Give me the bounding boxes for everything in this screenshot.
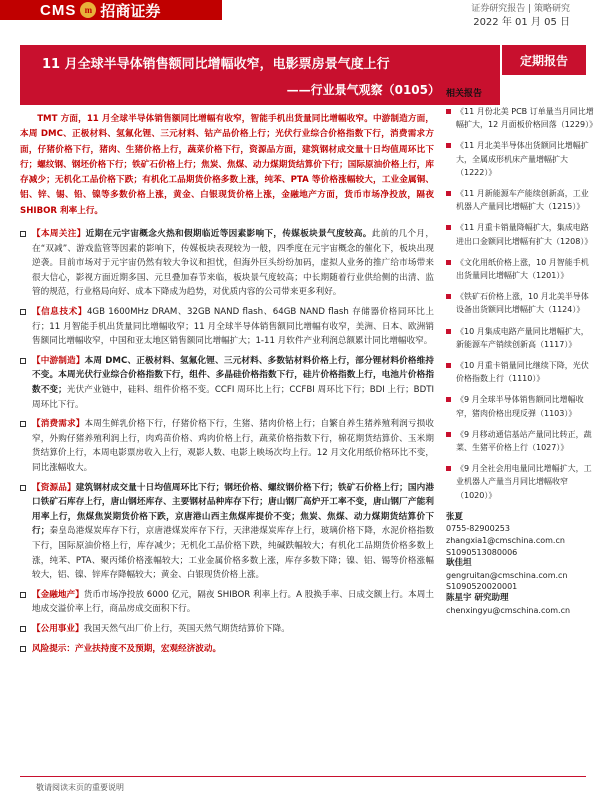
related-report-item[interactable] — [446, 187, 594, 213]
related-report-item[interactable] — [446, 325, 594, 351]
bullet-bold-text: 近期在元宇宙概念火热和假期临近等因素影响下，传媒板块景气度较高。 — [85, 229, 372, 240]
red-square-icon — [446, 225, 451, 230]
related-report-item[interactable] — [446, 393, 594, 419]
related-report-text: 《11 月北美半导体出货额同比增幅扩大，全属成形机床产量增幅扩大（1222）》 — [456, 141, 589, 177]
analyst-name: 张夏 — [446, 511, 464, 522]
bullet-text: 本周生鲜乳价格下行，仔猪价格下行，生猪、猪肉价格上行；自繁自养生猪养殖利润亏损收窄，外购仔猪养殖利润上行，肉鸡苗价格、鸡肉价格上行，蔬菜价格指数下行，棉花期货结算价、玉米期货结算价上行，本周电影票房收入上行，观影人数、电影上映场次均上行。12 月文化用纸价格环比不变，同比涨幅收大。 — [32, 419, 434, 473]
report-type: 证券研究报告 | 策略研究 — [471, 4, 570, 14]
related-report-item[interactable] — [446, 290, 594, 316]
summary-paragraph: TMT 方面，11 月全球半导体销售额同比增幅有收窄，智能手机出货量同比增幅收窄。中游制造方面，本周 DMC、正极材料、氢氟化锂、三元材料、钴产品价格上行；光伏行业综合价格指数下行，消费需求方面，仔猪价格下行，猪肉、生猪价格上行，蔬菜价格下行，资源品方面，建筑钢材成交量十日均值周环比下行；螺纹钢、钢坯价格下行；铁矿石价格上行；焦炭、焦煤、动力煤期货结算价下行；国际原油价格上行，库存减少；无机化工品价格下跌；有机化工品期货价格多数上涨，纯苯、PTA 等价格涨幅较大，工业金属铜、铝、锌、锡、铅、镍等多数价格上涨，黄金、白银现货价格上涨，金融地产方面，货币市场净投放，隔夜 SHIBOR 利率上行。 — [20, 114, 434, 216]
bullet-tag: 【本周关注】 — [32, 229, 86, 240]
logo-cms-text: CMS — [40, 1, 77, 19]
bullet-tag: 【信息技术】 — [32, 307, 87, 318]
related-report-item[interactable] — [446, 139, 594, 179]
analyst-phone: 0755-82900253 — [446, 524, 510, 534]
analyst-email[interactable]: chenxingyu@cmschina.com.cn — [446, 605, 571, 615]
analyst-cert: S1090520020001 — [446, 582, 518, 592]
related-report-text: 《9 月全球半导体销售额同比增幅收窄，猪肉价格出现反弹（1103）》 — [456, 395, 584, 418]
related-reports-title: 相关报告 — [446, 89, 483, 99]
report-category-tag: 定期报告 — [502, 45, 586, 75]
related-report-text: 《10 月集成电路产量同比增幅扩大，新能源车产销续创新高（1117）》 — [456, 326, 589, 349]
red-square-icon — [446, 329, 451, 334]
analyst-name: 陈星宇 研究助理 — [446, 593, 509, 604]
bullet-tag: 【消费需求】 — [32, 419, 85, 430]
bullet-item — [20, 354, 434, 412]
bullet-item — [20, 481, 434, 583]
footer-note: 敬请阅读末页的重要说明 — [36, 783, 124, 792]
bullet-bold-text: 建筑钢材成交量十日均值周环比下行；钢坯价格、螺纹钢价格下行；铁矿石价格上行；国内港口铁矿石库存上行，唐山钢坯库存、主要钢材品种库存下行；唐山钢厂高炉开工率不变，唐山钢厂产能利用率上行，焦煤焦炭期货价格下跌，京唐港山西主焦煤库提价不变；焦炭、焦煤、动力煤期货结算价下行； — [32, 482, 434, 537]
related-report-item[interactable] — [446, 105, 598, 131]
report-title: 11 月全球半导体销售额同比增幅收窄，电影票房景气度上行 — [42, 57, 390, 72]
checkbox-square-icon — [20, 646, 26, 652]
analyst-name: 耿佳坦 — [446, 558, 472, 569]
risk-text: 风险提示：产业扶持度不及预期，宏观经济波动。 — [32, 643, 222, 654]
red-square-icon — [446, 363, 451, 368]
bullet-text: 光伏产业链中，硅料、组件价格不变。CCFI 周环比上行；CCFBI 周环比下行；BDI 上行；BDTI 周环比下行。 — [32, 385, 434, 410]
related-report-item[interactable] — [446, 256, 594, 282]
bullet-item — [20, 227, 434, 300]
bullet-text: 此前的几个月，在“双减”、游戏监管等因素的影响下，传媒板块表现较为一般，四季度在元宇宙概念的催化下，板块出现逆袭。目前市场对于元宇宙仍然有较大争议和担忧，但海外巨头纷纷加码，虚拟人业务的推广给市场带来很大信心，影视方面近期多国、元旦叠加春节来临，板块景气度较高；中长期随着行业供给侧的出清、监管的规范，行业格局向好、成本下降成为趋势，对优质内容的公司带来更多利好。 — [32, 229, 434, 298]
checkbox-square-icon — [20, 231, 26, 237]
bullet-text: 4GB 1600MHz DRAM、32GB NAND flash、64GB NAND flash 存储器价格同环比上行；11 月智能手机出货量同比增幅收窄；11 月全球半导体销售额同比增幅有收窄，美洲、日本、欧洲销售额同比增幅收窄，中国和亚太地区销售额同比增幅扩大；1-11 月软件产业利润总额累计同比增幅收窄。 — [32, 307, 434, 347]
sidebar — [446, 86, 598, 616]
related-report-text: 《文化用纸价格上涨，10 月智能手机出货量同比增幅扩大（1201）》 — [456, 257, 589, 281]
analyst-email[interactable]: zhangxia1@cmschina.com.cn — [446, 536, 565, 546]
red-square-icon — [446, 143, 451, 148]
bullet-list — [20, 227, 434, 655]
related-report-text: 《铁矿石价格上涨，10 月北美半导体设备出货额同比增幅扩大（1124）》 — [456, 292, 589, 315]
related-report-item[interactable] — [446, 221, 594, 247]
main-content — [20, 112, 434, 656]
red-square-icon — [446, 397, 451, 402]
report-subtitle: ——行业景气观察（0105） — [286, 83, 440, 97]
checkbox-square-icon — [20, 358, 26, 364]
logo-mark-icon: m — [80, 2, 96, 18]
bullet-tag: 【资源品】 — [32, 482, 76, 493]
related-report-text: 《9 月移动通信基站产量同比转正，蔬菜、生猪平价格上行（1027）》 — [456, 429, 592, 453]
bullet-item — [20, 417, 434, 475]
checkbox-square-icon — [20, 626, 26, 632]
related-report-item[interactable] — [446, 428, 594, 454]
red-square-icon — [446, 432, 451, 437]
bullet-item — [20, 588, 434, 617]
analyst-cert: S1090513080006 — [446, 547, 518, 557]
related-report-text: 《11 月份北美 PCB 订单量当月同比增幅扩大，12 月面板价格回落（1229）》 — [456, 107, 598, 130]
related-report-text: 《11 月重卡销量降幅扩大，集成电路进出口金额同比增幅有扩大（1208）》 — [456, 223, 593, 246]
red-square-icon — [446, 294, 451, 299]
red-square-icon — [446, 466, 451, 471]
bullet-text: 秦皇岛港煤炭库存下行，京唐港煤炭库存下行，天津港煤炭库存上行，玻璃价格下降，水泥价格指数下行，国际原油价格上行，库存减少；无机化工品价格下跌，纯碱跌幅较大；有机化工品期货价格多数上涨，纯苯、PTA、聚丙烯价格涨幅较大；工业金属价格多数上涨，库存多数下降；镍、铝、锡等价格涨幅较大，铝、镍、锌库存降幅较大；黄金、白银现货价格上涨。 — [32, 526, 434, 581]
logo — [40, 0, 160, 20]
bullet-item — [20, 622, 434, 637]
risk-warning — [20, 642, 434, 656]
bullet-text: 我国天然气出厂价上行，英国天然气期货结算价下降。 — [83, 623, 290, 634]
related-report-text: 《10 月重卡销量同比继续下降，光伏价格指数上行（1110）》 — [456, 361, 589, 384]
page-header — [0, 0, 600, 38]
checkbox-square-icon — [20, 592, 26, 598]
checkbox-square-icon — [20, 421, 26, 427]
analyst-email[interactable]: gengruitan@cmschina.com.cn — [446, 570, 568, 580]
related-report-item[interactable] — [446, 462, 594, 502]
bullet-text: 货币市场净投放 6000 亿元，隔夜 SHIBOR 利率上行。A 股换手率、日成交额上行。本周土地成交溢价率上行，商品房成交面积下行。 — [32, 589, 434, 615]
bullet-tag: 【中游制造】 — [32, 355, 85, 366]
logo-cn-text: 招商证券 — [100, 1, 161, 20]
analyst-info — [446, 512, 594, 616]
related-report-text: 《11 月新能源车产能续创新高，工业机器人产量同比增幅扩大（1215）》 — [456, 189, 589, 212]
related-report-text: 《9 月全社会用电量同比增幅扩大，工业机器人产量当月同比增幅收窄（1020）》 — [456, 464, 592, 500]
red-square-icon — [446, 109, 451, 114]
bullet-tag: 【公用事业】 — [32, 623, 84, 634]
checkbox-square-icon — [20, 485, 26, 491]
title-band — [20, 45, 500, 105]
related-report-item[interactable] — [446, 359, 594, 385]
footer-divider — [20, 776, 586, 777]
report-date: 2022 年 01 月 05 日 — [473, 17, 570, 28]
bullet-tag: 【金融地产】 — [32, 589, 84, 600]
checkbox-square-icon — [20, 309, 26, 315]
red-square-icon — [446, 260, 451, 265]
bullet-bold-text: 本周 DMC、正极材料、氢氟化锂、三元材料、多数钴材料价格上行，部分锂材料价格维持不变。本周光伏行业综合价格指数下行，组件、多晶硅价格指数下行，硅片价格指数上行，电池片价格指数不变； — [32, 355, 434, 396]
bullet-item — [20, 305, 434, 349]
red-square-icon — [446, 191, 451, 196]
